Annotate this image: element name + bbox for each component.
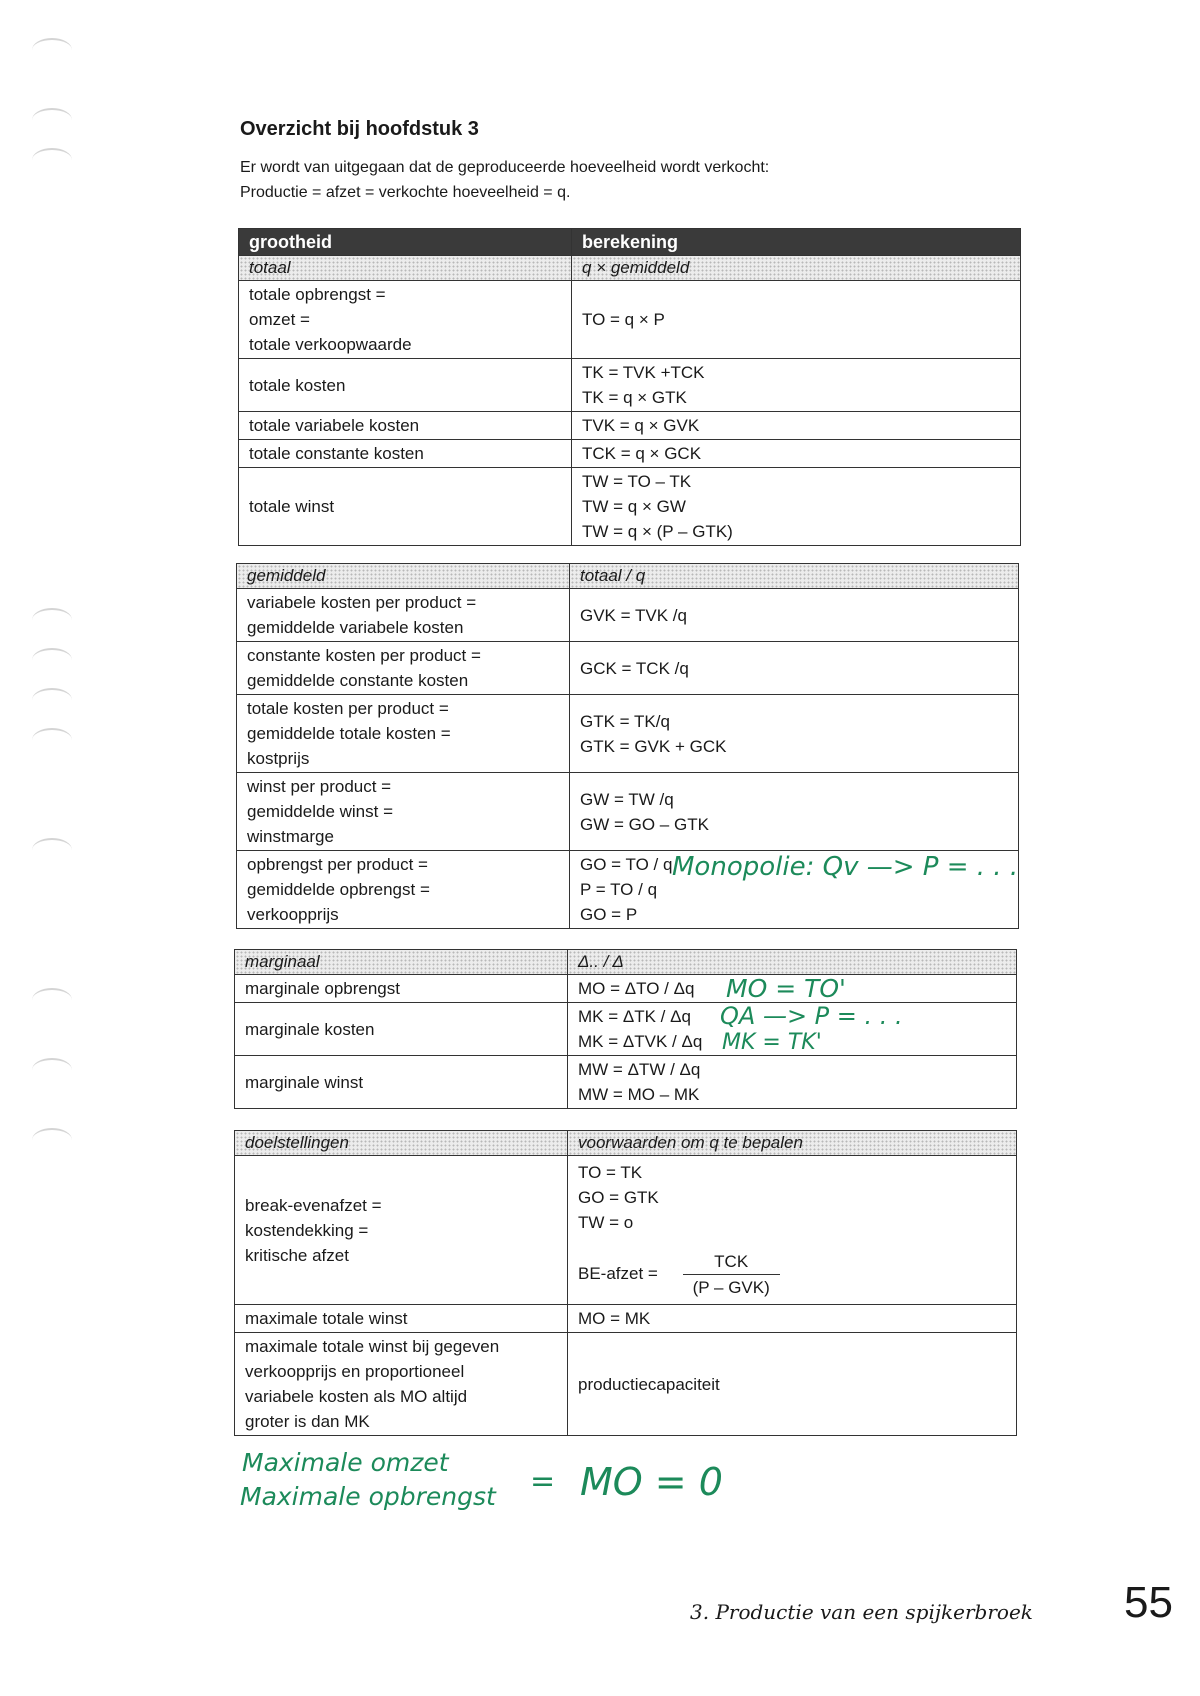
formula-line: MO = ΔTO / Δq — [578, 979, 695, 998]
fraction-denominator: (P – GVK) — [692, 1278, 770, 1297]
row-label-line: totale verkoopwaarde — [249, 335, 412, 354]
handwritten-monopolie: Monopolie: Qv —> P = . . . — [672, 852, 1019, 882]
handwritten-qa: QA —> P = . . . — [720, 1002, 903, 1030]
formula-line: TW = q × (P – GTK) — [582, 522, 733, 541]
row-label-line: gemiddelde opbrengst = — [247, 880, 430, 899]
row-label — [237, 589, 570, 642]
formula-line: GO = P — [580, 905, 638, 924]
row-label-line: verkoopprijs en proportioneel — [245, 1362, 465, 1381]
table-row — [239, 359, 1021, 412]
handwritten-mo-to: MO = TO' — [726, 974, 846, 1003]
section-formula: voorwaarden om q te bepalen — [568, 1131, 1017, 1156]
row-label — [235, 1156, 568, 1305]
formula-line: TW = TO – TK — [582, 472, 692, 491]
row-formula — [570, 642, 1019, 695]
row-label-line: winst per product = — [247, 777, 392, 796]
formula-line: TO = q × P — [582, 310, 665, 329]
table-row — [237, 642, 1019, 695]
row-label — [239, 281, 572, 359]
formula-line: GW = TW /q — [580, 789, 674, 809]
row-label-line: marginale opbrengst — [245, 979, 400, 998]
row-formula — [570, 773, 1019, 851]
handwritten-max-opbrengst: Maximale opbrengst — [240, 1482, 496, 1511]
row-label-line: kostendekking = — [245, 1220, 369, 1240]
table-row — [235, 1056, 1017, 1109]
row-formula — [572, 281, 1021, 359]
handwritten-mk-tk: MK = TK' — [722, 1030, 822, 1055]
row-label-line: maximale totale winst bij gegeven — [245, 1337, 500, 1356]
row-label-line: totale winst — [249, 497, 335, 516]
row-label — [237, 642, 570, 695]
formula-line: TCK = q × GCK — [582, 444, 702, 463]
section-row — [235, 1131, 1017, 1156]
row-label-line: totale variabele kosten — [249, 416, 420, 435]
row-label — [235, 1003, 568, 1056]
formula-line: P = TO / q — [580, 880, 658, 899]
header-grootheid: grootheid — [239, 229, 572, 256]
formula-line: MK = ΔTK / Δq — [578, 1007, 691, 1026]
formula-line: TO = TK — [578, 1163, 643, 1182]
row-formula — [572, 359, 1021, 412]
page-number: 55 — [1124, 1578, 1173, 1627]
row-label — [237, 773, 570, 851]
punch-hole-mark — [32, 1058, 72, 1082]
row-formula — [572, 440, 1021, 468]
row-label — [235, 1333, 568, 1436]
row-label — [239, 359, 572, 412]
be-afzet-formula — [578, 1249, 1006, 1300]
row-label-line: variabele kosten als MO altijd — [245, 1387, 468, 1406]
punch-hole-mark — [32, 838, 72, 862]
row-label-line: totale opbrengst = — [249, 285, 386, 304]
handwritten-equals: = — [530, 1464, 556, 1499]
formula-line: TW = o — [578, 1213, 634, 1232]
table-row — [237, 773, 1019, 851]
row-label — [235, 975, 568, 1003]
formula-line: TK = q × GTK — [582, 388, 687, 407]
formula-line: MK = ΔTVK / Δq — [578, 1032, 703, 1051]
row-label-line: opbrengst per product = — [247, 855, 428, 874]
table-row — [237, 695, 1019, 773]
row-label-line: totale kosten — [249, 375, 346, 395]
row-formula — [568, 1056, 1017, 1109]
table-header-row — [239, 229, 1021, 256]
punch-hole-mark — [32, 1128, 72, 1152]
table-row — [239, 281, 1021, 359]
table-row — [235, 975, 1017, 1003]
section-formula: q × gemiddeld — [572, 256, 1021, 281]
row-label — [239, 468, 572, 546]
section-row — [235, 950, 1017, 975]
row-label-line: gemiddelde totale kosten = — [247, 724, 451, 743]
table-row — [237, 589, 1019, 642]
section-label: marginaal — [235, 950, 568, 975]
formula-line: MW = ΔTW / Δq — [578, 1060, 701, 1079]
page-heading: Overzicht bij hoofdstuk 3 — [240, 118, 479, 140]
row-formula — [568, 1156, 1017, 1305]
section-formula: Δ.. / Δ — [568, 950, 1017, 975]
row-label-line: verkoopprijs — [247, 905, 339, 924]
row-label-line: totale kosten per product = — [247, 699, 449, 718]
formula-line: TW = q × GW — [582, 497, 686, 516]
footer-chapter-title: 3. Productie van een spijkerbroek — [690, 1600, 1033, 1624]
row-formula — [572, 468, 1021, 546]
punch-hole-mark — [32, 728, 72, 752]
formula-line: GTK = GVK + GCK — [580, 736, 727, 756]
punch-hole-mark — [32, 148, 72, 172]
intro-line-2: Productie = afzet = verkochte hoeveelheid = q. — [240, 184, 571, 201]
handwritten-mo-zero: MO = 0 — [580, 1460, 723, 1504]
handwritten-max-omzet: Maximale omzet — [242, 1448, 449, 1477]
intro-line-1: Er wordt van uitgegaan dat de geproduceerde hoeveelheid wordt verkocht: — [240, 159, 770, 176]
row-formula: MO = MK — [568, 1305, 1017, 1333]
table-row — [239, 440, 1021, 468]
fraction-numerator: TCK — [683, 1249, 780, 1275]
formula-line: GTK = TK/q — [580, 711, 670, 731]
section-row — [239, 256, 1021, 281]
formula-line: TVK = q × GVK — [582, 416, 700, 435]
section-label: totaal — [239, 256, 572, 281]
be-afzet-label: BE-afzet = — [578, 1263, 658, 1283]
table-row — [239, 468, 1021, 546]
row-label — [239, 412, 572, 440]
formula-line: GW = GO – GTK — [580, 814, 709, 834]
table-row — [235, 1305, 1017, 1333]
punch-hole-mark — [32, 608, 72, 632]
row-formula — [570, 589, 1019, 642]
punch-hole-mark — [32, 648, 72, 672]
row-label-line: gemiddelde winst = — [247, 802, 394, 821]
row-label-line: kostprijs — [247, 749, 310, 768]
punch-hole-mark — [32, 688, 72, 712]
row-label-line: omzet = — [249, 310, 310, 329]
row-label-line: constante kosten per product = — [247, 646, 481, 665]
row-label — [235, 1056, 568, 1109]
be-afzet-fraction — [683, 1249, 780, 1300]
punch-hole-mark — [32, 108, 72, 132]
row-label-line: groter is dan MK — [245, 1412, 370, 1431]
row-label-line: break-evenafzet = — [245, 1195, 382, 1215]
header-berekening: berekening — [572, 229, 1021, 256]
table-row — [239, 412, 1021, 440]
formula-line: TK = TVK +TCK — [582, 363, 705, 382]
table-row — [235, 1333, 1017, 1436]
formula-line: GVK = TVK /q — [580, 605, 687, 625]
row-label — [237, 851, 570, 929]
row-label — [237, 695, 570, 773]
table-totaal — [238, 228, 1021, 546]
row-label-line: totale constante kosten — [249, 444, 424, 463]
section-row — [237, 564, 1019, 589]
section-label: gemiddeld — [237, 564, 570, 589]
row-formula — [570, 695, 1019, 773]
row-label-line: marginale winst — [245, 1072, 364, 1092]
table-doelstellingen — [234, 1130, 1017, 1436]
intro-text — [240, 155, 769, 205]
row-label-line: kritische afzet — [245, 1245, 349, 1265]
row-label: maximale totale winst — [235, 1305, 568, 1333]
row-label-line: marginale kosten — [245, 1019, 375, 1039]
formula-line: GCK = TCK /q — [580, 658, 689, 678]
table-row — [235, 1156, 1017, 1305]
row-label — [239, 440, 572, 468]
formula-line: GO = GTK — [578, 1188, 659, 1207]
row-label-line: gemiddelde variabele kosten — [247, 618, 464, 637]
section-formula: totaal / q — [570, 564, 1019, 589]
row-formula — [572, 412, 1021, 440]
row-label-line: gemiddelde constante kosten — [247, 671, 469, 690]
formula-line: GO = TO / q — [580, 855, 673, 874]
formula-line: MW = MO – MK — [578, 1085, 700, 1104]
punch-hole-mark — [32, 988, 72, 1012]
section-label: doelstellingen — [235, 1131, 568, 1156]
row-label-line: variabele kosten per product = — [247, 593, 477, 612]
punch-hole-mark — [32, 38, 72, 62]
row-label-line: winstmarge — [247, 827, 334, 846]
row-formula: productiecapaciteit — [568, 1333, 1017, 1436]
